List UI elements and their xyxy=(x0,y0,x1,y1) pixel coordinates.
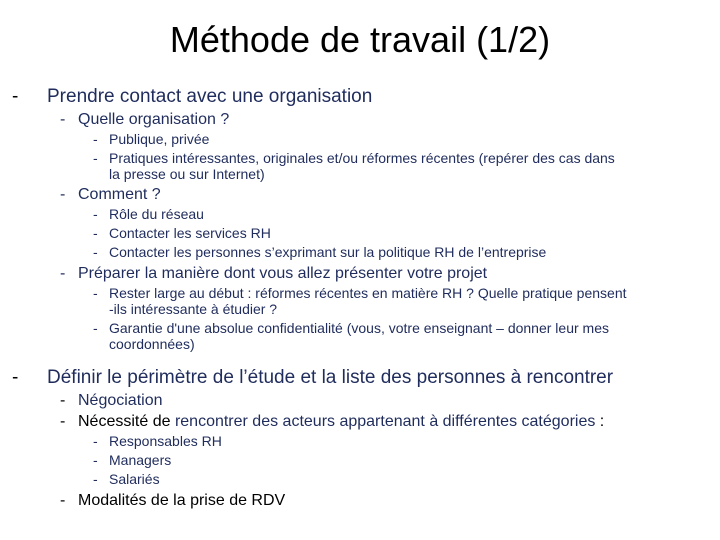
list-item: Garantie d'une absolue confidentialité (vous, votre enseignant – donner leur mes xyxy=(109,320,609,336)
subheading-preparer: Préparer la manière dont vous allez présenter votre projet xyxy=(78,265,488,282)
subheading-comment: Comment ? xyxy=(78,186,161,203)
bullet-dash: - xyxy=(93,471,98,487)
bullet-dash: - xyxy=(60,186,66,203)
bullet-dash: - xyxy=(93,244,98,260)
subheading-modalites: Modalités de la prise de RDV xyxy=(78,492,286,509)
bullet-dash: - xyxy=(93,225,98,241)
section-heading-perimetre: Définir le périmètre de l’étude et la liste des personnes à rencontrer xyxy=(47,367,614,388)
subheading-negociation: Négociation xyxy=(78,392,163,409)
bullet-dash: - xyxy=(93,150,98,166)
list-item: Contacter les personnes s’exprimant sur la politique RH de l’entreprise xyxy=(109,244,547,260)
bullet-dash: - xyxy=(93,452,98,468)
list-item: Salariés xyxy=(109,471,160,487)
necessite-text-part-b: rencontrer des acteurs appartenant à différentes catégories xyxy=(174,413,596,430)
bullet-dash: - xyxy=(93,206,98,222)
list-item: Responsables RH xyxy=(109,433,222,449)
subheading-quelle-organisation: Quelle organisation ? xyxy=(78,111,230,128)
necessite-text-part-a: Nécessité de xyxy=(78,413,175,430)
bullet-dash: - xyxy=(60,392,66,409)
list-item: Pratiques intéressantes, originales et/ou réformes récentes (repérer des cas dans xyxy=(109,150,615,166)
section-heading-contact: Prendre contact avec une organisation xyxy=(47,86,373,107)
list-item: Publique, privée xyxy=(109,131,210,147)
list-item: Contacter les services RH xyxy=(109,225,271,241)
list-item-continuation: coordonnées) xyxy=(109,336,195,352)
bullet-dash: - xyxy=(60,265,66,282)
necessite-text-part-c: : xyxy=(595,413,605,430)
list-item-continuation: la presse ou sur Internet) xyxy=(109,166,265,182)
slide-title: Méthode de travail (1/2) xyxy=(169,19,551,60)
bullet-dash: - xyxy=(60,413,66,430)
bullet-dash: - xyxy=(93,285,98,301)
list-item-continuation: -ils intéressante à étudier ? xyxy=(109,301,278,317)
bullet-dash: - xyxy=(60,111,66,128)
bullet-dash: - xyxy=(93,320,98,336)
list-item: Rôle du réseau xyxy=(109,206,204,222)
bullet-dash: - xyxy=(12,367,19,388)
list-item: Rester large au début : réformes récentes en matière RH ? Quelle pratique pensent xyxy=(109,285,627,301)
bullet-dash: - xyxy=(93,131,98,147)
bullet-dash: - xyxy=(60,492,66,509)
bullet-dash: - xyxy=(12,86,19,107)
list-item: Managers xyxy=(109,452,172,468)
bullet-dash: - xyxy=(93,433,98,449)
subheading-necessite xyxy=(78,412,604,431)
